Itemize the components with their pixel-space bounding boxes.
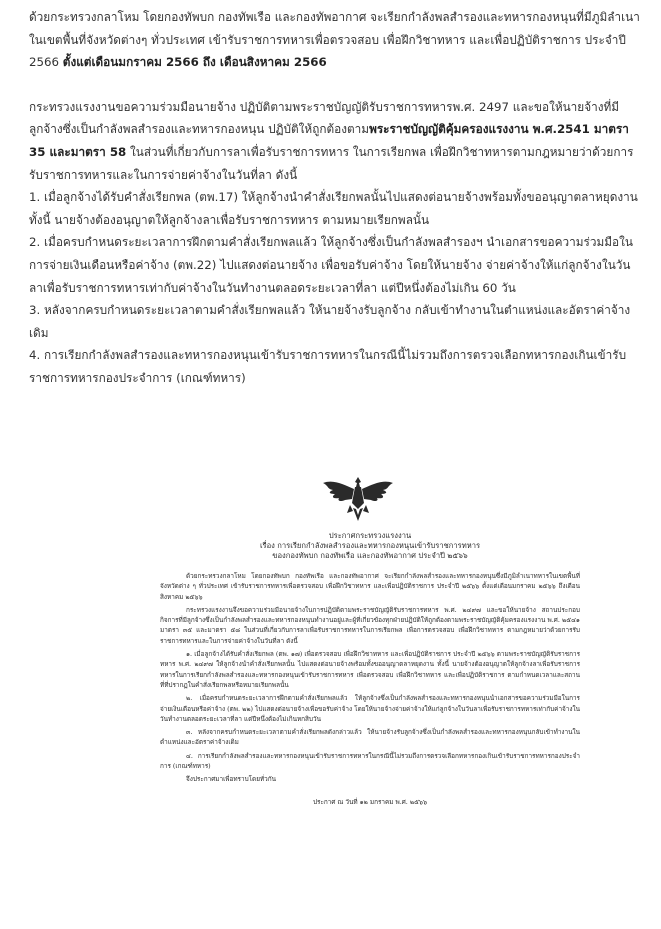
notice-body [160, 571, 580, 810]
list-item-1: 1. เมื่อลูกจ้างได้รับคำสั่งเรียกพล (ตพ.17) ให้ลูกจ้างนำคำสั่งเรียกพลนั้นไปแสดงต่อนายจ้างพร้อมทั้งขออนุญาตลาหยุดงาน ทั้งนี้ นายจ้างต้องอนุญาตให้ลูกจ้างลาเพื่อรับราชการทหาร ตามหมายเรียกพลนั้น [29, 190, 638, 227]
notice-paragraph: ๑. เมื่อลูกจ้างได้รับคำสั่งเรียกพล (ตพ. ๑๗) เพื่อตรวจสอบ เพื่อฝึกวิชาทหาร และเพื่อปฏิบัติราชการ ประจำปี ๒๕๖๖ ตามพระราชบัญญัติรับราชการทหาร พ.ศ. ๒๔๙๗ ให้ลูกจ้างนำคำสั่งเรียกพลนั้น ไปแสดงต่อนายจ้างพร้อมทั้งขออนุญาตลาหยุดงาน ทั้งนี้ นายจ้างต้องอนุญาตให้ลูกจ้างลาเพื่อรับราชการทหารในการเรียกกำลังพลสำรองและทหารกองหนุนเข้ารับราชการทหาร เพื่อตรวจสอบ เพื่อฝึกวิชาทหาร และเพื่อปฏิบัติราชการ ตามกำหนดเวลาและสถานที่ที่ปรากฏในคำสั่งเรียกพลหรือหมายเรียกพลนั้น [160, 650, 580, 689]
notice-paragraph: ๒. เมื่อครบกำหนดระยะเวลาการฝึกตามคำสั่งเรียกพลแล้ว ให้ลูกจ้างซึ่งเป็นกำลังพลสำรองและทหารกองหนุนนำเอกสารขอความร่วมมือในการจ่ายเงินเดือนหรือค่าจ้าง (ตพ. ๒๒) ไปแสดงต่อนายจ้างเพื่อขอรับค่าจ้าง โดยให้นายจ้างจ่ายค่าจ้างให้แก่ลูกจ้างในวันลาเพื่อรับราชการทหารเท่ากับค่าจ้างในวันทำงานตลอดระยะเวลาที่ลา แต่ปีหนึ่งต้องไม่เกินหกสิบวัน [160, 694, 580, 723]
garuda-emblem-icon [320, 475, 396, 523]
list-item-3: 3. หลังจากครบกำหนดระยะเวลาตามคำสั่งเรียกพลแล้ว ให้นายจ้างรับลูกจ้าง กลับเข้าทำงานในตำแหน่งและอัตราค่าจ้างเดิม [29, 303, 631, 340]
notice-paragraph: ๓. หลังจากครบกำหนดระยะเวลาตามคำสั่งเรียกพลดังกล่าวแล้ว ให้นายจ้างรับลูกจ้างซึ่งเป็นกำลังพลสำรองและทหารกองหนุนกลับเข้าทำงานในตำแหน่งและอัตราค่าจ้างเดิม [160, 728, 580, 747]
notice-title: ประกาศกระทรวงแรงงาน [328, 531, 412, 540]
list-item-4: 4. การเรียกกำลังพลสำรองและทหารกองหนุนเข้ารับราชการทหารในกรณีนี้ไม่รวมถึงการตรวจเลือกทหารกองเกินเข้ารับราชการทหารกองประจำการ (เกณฑ์ทหาร) [29, 348, 627, 385]
notice-closing: จึงประกาศมาเพื่อทราบโดยทั่วกัน [186, 775, 276, 784]
intro-paragraph: ด้วยกระทรวงกลาโหม โดยกองทัพบก กองทัพเรือ และกองทัพอากาศ จะเรียกกำลังพลสำรองและทหารกองหนุนที่มีภูมิลำเนาในเขตพื้นที่จังหวัดต่างๆ ทั่วประเทศ เข้ารับราชการทหารเพื่อตรวจสอบ เพื่อฝึกวิชาทหาร และเพื่อปฏิบัติราชการ ประจำปี 2566 ตั้งแต่เดือนมกราคม 2566 ถึง เดือนสิงหาคม 2566 [29, 10, 640, 70]
notice-header [160, 531, 580, 561]
notice-scan-image [160, 475, 580, 929]
notice-signature-date: ประกาศ ณ วันที่ ๑๒ มกราคม พ.ศ. ๒๕๖๖ [312, 797, 428, 806]
list-item-2: 2. เมื่อครบกำหนดระยะเวลาการฝึกตามคำสั่งเรียกพลแล้ว ให้ลูกจ้างซึ่งเป็นกำลังพลสำรองฯ นำเอกสารขอความร่วมมือในการจ่ายเงินเดือนหรือค่าจ้าง (ตพ.22) ไปแสดงต่อนายจ้าง เพื่อขอรับค่าจ้าง โดยให้นายจ้าง จ่ายค่าจ้างให้แก่ลูกจ้างในวันลาเพื่อรับราชการทหารเท่ากับค่าจ้างในวันทำงานตลอดระยะเวลาที่ลา แต่ปีหนึ่งต้องไม่เกิน 60 วัน [29, 235, 633, 295]
notice-subject-line-1: เรื่อง การเรียกกำลังพลสำรองและทหารกองหนุนเข้ารับราชการทหาร [259, 541, 481, 550]
notice-paragraph: ๔. การเรียกกำลังพลสำรองและทหารกองหนุนเข้ารับราชการทหารในกรณีนี้ไม่รวมถึงการตรวจเลือกทหารกองเกินเข้ารับราชการทหารกองประจำการ (เกณฑ์ทหาร) [160, 751, 580, 771]
notice-subject-line-2: ของกองทัพบก กองทัพเรือ และกองทัพอากาศ ประจำปี ๒๕๖๖ [272, 551, 468, 560]
law-reference-bold: พระราชบัญญัติคุ้มครองแรงงาน พ.ศ.2541 มาตรา 35 และมาตรา 58 [29, 122, 629, 159]
request-paragraph: กระทรวงแรงงานขอความร่วมมือนายจ้าง ปฏิบัติตามพระราชบัญญัติรับราชการทหารพ.ศ. 2497 และขอให้นายจ้างที่มีลูกจ้างซึ่งเป็นกำลังพลสำรองและทหารกองหนุน ปฏิบัติให้ถูกต้องตามพระราชบัญญัติคุ้มครองแรงงาน พ.ศ.2541 มาตรา 35 และมาตรา 58 ในส่วนที่เกี่ยวกับการลาเพื่อรับราชการทหาร ในการเรียกพล เพื่อฝึกวิชาทหารตามกฎหมายว่าด้วยการรับราชการทหารและในการจ่ายค่าจ้างในวันที่ลา ดังนี้ [29, 99, 634, 182]
notice-paragraph: กระทรวงแรงงานจึงขอความร่วมมือนายจ้างในการปฏิบัติตามพระราชบัญญัติรับราชการทหาร พ.ศ. ๒๔๙๗ และขอให้นายจ้าง สถานประกอบกิจการที่มีลูกจ้างซึ่งเป็นกำลังพลสำรองและทหารกองหนุนทำงานอยู่และผู้ที่เกี่ยวข้องทุกฝ่ายปฏิบัติให้ถูกต้องตามพระราชบัญญัติคุ้มครองแรงงาน พ.ศ. ๒๕๔๑ มาตรา ๓๕ และมาตรา ๕๘ ในส่วนที่เกี่ยวกับการลาเพื่อรับราชการทหารในการเรียกพล เพื่อการตรวจสอบ เพื่อฝึกวิชาทหาร ตามกฎหมายว่าด้วยการรับราชการทหารและในการจ่ายค่าจ้างในวันที่ลา ดังนี้ [160, 605, 580, 645]
article-body [29, 6, 641, 390]
notice-paragraph: ด้วยกระทรวงกลาโหม โดยกองทัพบก กองทัพเรือ และกองทัพอากาศ จะเรียกกำลังพลสำรองและทหารกองหนุนซึ่งมีภูมิลำเนาทหารในเขตพื้นที่จังหวัดต่าง ๆ ทั่วประเทศ เข้ารับราชการทหารเพื่อตรวจสอบ เพื่อฝึกวิชาทหาร และเพื่อปฏิบัติราชการ ประจำปี ๒๕๖๖ ตั้งแต่เดือนมกราคม ๒๕๖๖ ถึงเดือนสิงหาคม ๒๕๖๖ [160, 572, 580, 601]
intro-dates-bold: ตั้งแต่เดือนมกราคม 2566 ถึง เดือนสิงหาคม 2566 [62, 55, 327, 70]
